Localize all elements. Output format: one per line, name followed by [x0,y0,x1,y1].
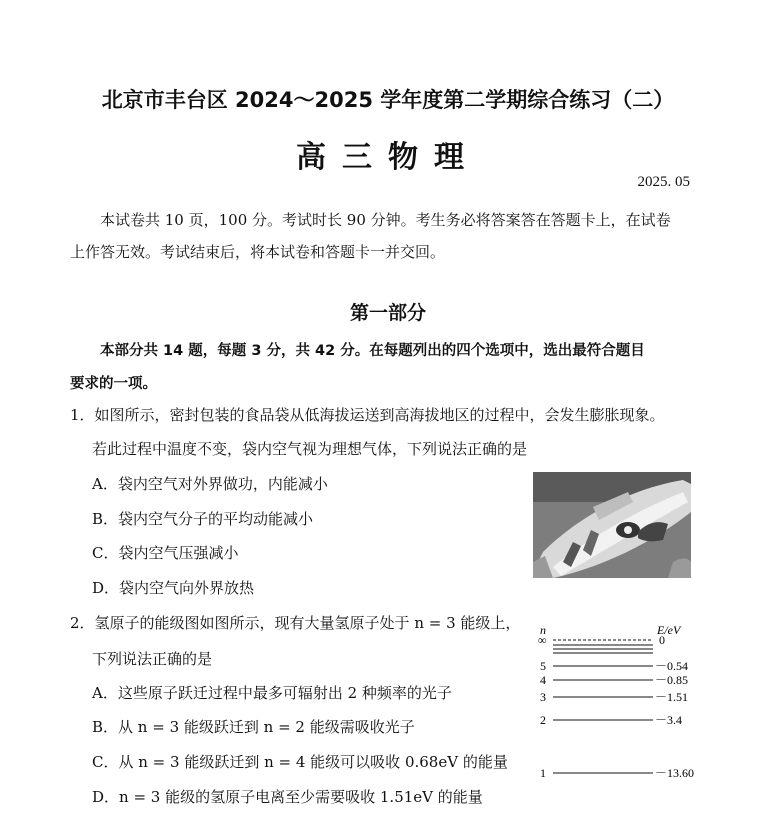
option-label: B． [92,718,119,736]
level-n: 3 [540,690,546,704]
option-text: 袋内空气压强减小 [118,544,239,562]
level-n: ∞ [538,633,547,647]
level-n: 5 [540,659,546,673]
q2-option-a [92,682,452,703]
option-text: 这些原子跃迁过程中最多可辐射出 2 种频率的光子 [117,684,452,702]
option-label: C． [92,753,119,771]
question-text: 如图所示，密封包装的食品袋从低海拔运送到高海拔地区的过程中，会发生膨胀现象。 [94,406,665,424]
level-e: 0 [659,633,665,647]
question-number: 1． [70,406,95,424]
option-text: 从 n = 3 能级跃迁到 n = 2 能级需吸收光子 [118,718,415,736]
level-e: －0.54 [655,659,689,673]
food-bag-photo [533,472,691,578]
q1-option-b [92,508,313,529]
option-label: D． [92,788,120,806]
option-label: B． [92,510,119,528]
question-text: 氢原子的能级图如图所示，现有大量氢原子处于 n = 3 能级上， [94,614,521,632]
level-n: 1 [540,766,546,780]
part-one-title: 第一部分 [349,302,426,324]
question-number: 2． [70,614,95,632]
option-text: n = 3 能级的氢原子电离至少需要吸收 1.51eV 的能量 [119,788,483,806]
energy-level-diagram [535,620,710,790]
n-axis-label: n [540,623,546,637]
q2-option-c [92,751,508,772]
q2-option-d [92,786,483,807]
option-text: 袋内空气向外界放热 [119,579,255,597]
part-instruction-2: 要求的一项。 [70,376,157,392]
option-text: 从 n = 3 能级跃迁到 n = 4 能级可以吸收 0.68eV 的能量 [118,753,508,771]
exam-title: 北京市丰台区 2024～2025 学年度第二学期综合练习（二） [101,88,675,112]
option-label: A． [92,684,118,702]
q2-option-b [92,716,415,737]
option-label: A． [92,475,118,493]
part-instruction-1: 本部分共 14 题，每题 3 分，共 42 分。在每题列出的四个选项中，选出最符合题目 [100,343,645,359]
food-bag-illustration [533,472,691,578]
option-text: 袋内空气对外界做功，内能减小 [117,475,328,493]
level-e: －13.60 [655,766,695,780]
q1-option-c [92,542,239,563]
energy-level-svg [535,620,710,790]
option-label: D． [92,579,120,597]
level-e: －0.85 [655,673,689,687]
question-2-line-2: 下列说法正确的是 [92,650,213,668]
intro-line-2: 上作答无效。考试结束后，将本试卷和答题卡一并交回。 [70,243,446,261]
level-e: －3.4 [655,713,683,727]
q1-option-a [92,473,328,494]
intro-line-1: 本试卷共 10 页，100 分。考试时长 90 分钟。考生务必将答案答在答题卡上，在试卷 [100,211,671,229]
level-n: 2 [540,713,546,727]
option-label: C． [92,544,119,562]
question-1-line-2: 若此过程中温度不变，袋内空气视为理想气体，下列说法正确的是 [92,440,528,458]
q1-option-d [92,577,254,598]
option-text: 袋内空气分子的平均动能减小 [118,510,314,528]
question-1 [70,404,665,425]
level-e: －1.51 [655,690,689,704]
question-2 [70,612,520,633]
e-axis-label: E/eV [657,623,681,637]
subject-title: 高三物理 [296,140,480,175]
exam-date: 2025. 05 [637,174,690,190]
level-n: 4 [540,673,546,687]
